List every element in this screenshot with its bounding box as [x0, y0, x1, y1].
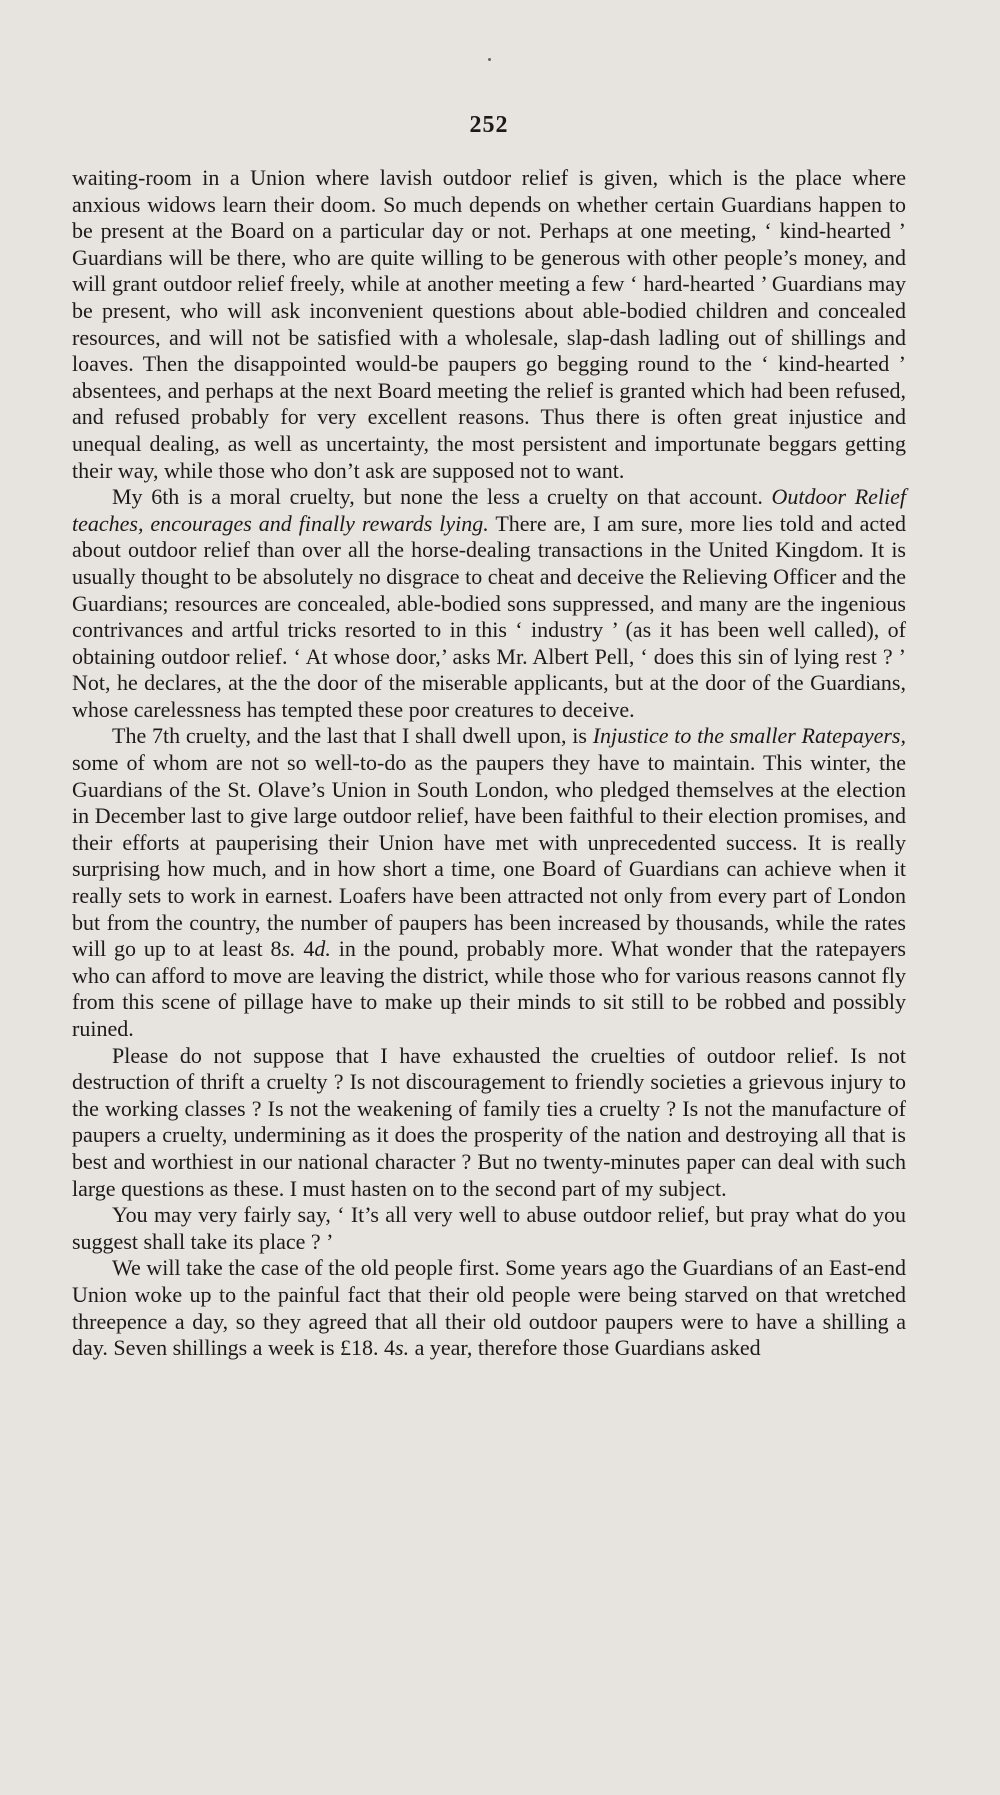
italic-pence-abbrev: d.: [314, 936, 331, 962]
page-number: 252: [469, 112, 509, 138]
text-segment: in the pound, probably more. What wonder that the ratepayers who can afford to move are leaving the district, while those who for various reasons cannot fly from this scene of pillage have to make up their minds to sit still to be robbed and possibly ruined.: [72, 936, 906, 1041]
text-segment: You may very fairly say, ‘ It’s all very well to abuse outdoor relief, but pray what do you suggest shall take its place ? ’: [72, 1202, 906, 1254]
italic-heading-ratepayers: Injustice to the smaller Ratepayers,: [592, 723, 906, 749]
paragraph-fairly-say: [72, 1202, 906, 1255]
text-segment: The 7th cruelty, and the last that I shall dwell upon, is: [112, 723, 593, 749]
paragraph-sixth-cruelty: [72, 484, 906, 723]
body-text: [72, 165, 906, 1362]
text-segment: My 6th is a moral cruelty, but none the less a cruelty on that account.: [112, 484, 772, 510]
text-segment: We will take the case of the old people first. Some years ago the Guardians of an East-end Union woke up to the painful fact that their old people were being starved on that wretched threepence a day, so they agreed that all their old outdoor paupers were to have a shilling a day. Seven shillings a week is £18. 4: [72, 1255, 906, 1361]
italic-shillings-abbrev: s.: [395, 1335, 410, 1361]
text-segment: Please do not suppose that I have exhausted the cruelties of outdoor relief. Is not destruction of thrift a cruelty ? Is not discouragement to friendly societies a grievous injury to the working classes ? Is not the weakening of family ties a cruelty ? Is not the manufacture of paupers a cruelty, undermining as it does the prosperity of the nation and destroying all that is best and worthiest in our national character ? But no twenty-minutes paper can deal with such large questions as these. I must hasten on to the second part of my subject.: [72, 1042, 906, 1201]
paragraph-seventh-cruelty: [72, 723, 906, 1042]
text-segment: waiting-room in a Union where lavish outdoor relief is given, which is the place where anxious widows learn their doom. So much depends on whether certain Guardians happen to be present at the Board on a particular day or not. Perhaps at one meeting, ‘ kind-hearted ’ Guardians will be there, who are quite willing to be generous with other people’s money, and will grant outdoor relief freely, while at another meeting a few ‘ hard-hearted ’ Guardians may be present, who will ask inconvenient questions about able-bodied children and concealed resources, and will not be satisfied with a wholesale, slap-dash ladling out of shillings and loaves. Then the disappointed would-be paupers go begging round to the ‘ kind-hearted ’ absentees, and perhaps at the next Board meeting the relief is granted which had been refused, and refused probably for very excellent reasons. Thus there is often great injustice and unequal dealing, as well as uncertainty, the most persistent and importunate beggars getting their way, while those who don’t ask are supposed not to want.: [72, 165, 906, 483]
text-segment: a year, therefore those Guardians asked: [409, 1335, 761, 1361]
italic-shillings-abbrev: s.: [281, 936, 296, 962]
text-segment: 4: [295, 936, 315, 962]
paragraph-old-people: [72, 1255, 906, 1361]
text-segment: There are, I am sure, more lies told and acted about outdoor relief than over all the horse-dealing transactions in the United Kingdom. It is usually thought to be absolutely no disgrace to cheat and deceive the Relieving Officer and the Guardians; resources are concealed, able-bodied sons suppressed, and many are the ingenious contrivances and artful tricks resorted to in this ‘ industry ’ (as it has been well called), of obtaining outdoor relief. ‘ At whose door,’ asks Mr. Albert Pell, ‘ does this sin of lying rest ? ’ Not, he declares, at the the door of the miserable applicants, but at the door of the Guardians, whose carelessness has tempted these poor creatures to deceive.: [72, 510, 906, 722]
text-segment: some of whom are not so well-to-do as the paupers they have to maintain. This winter, the Guardians of the St. Olave’s Union in South London, who pledged themselves at the election in December last to give large outdoor relief, have been faithful to their election promises, and their efforts at pauperising their Union have met with unprecedented success. It is really surprising how much, and in how short a time, one Board of Guardians can achieve when it really sets to work in earnest. Loafers have been attracted not only from every part of London but from the country, the number of paupers has been increased by thousands, while the rates will go up to at least 8: [72, 750, 906, 962]
paragraph-exhausted-cruelties: [72, 1043, 906, 1203]
italic-heading-lying: Outdoor Relief teaches, encourages and finally rewards lying.: [72, 484, 906, 536]
print-speck: [488, 58, 491, 61]
paragraph-waiting-room: [72, 165, 906, 484]
